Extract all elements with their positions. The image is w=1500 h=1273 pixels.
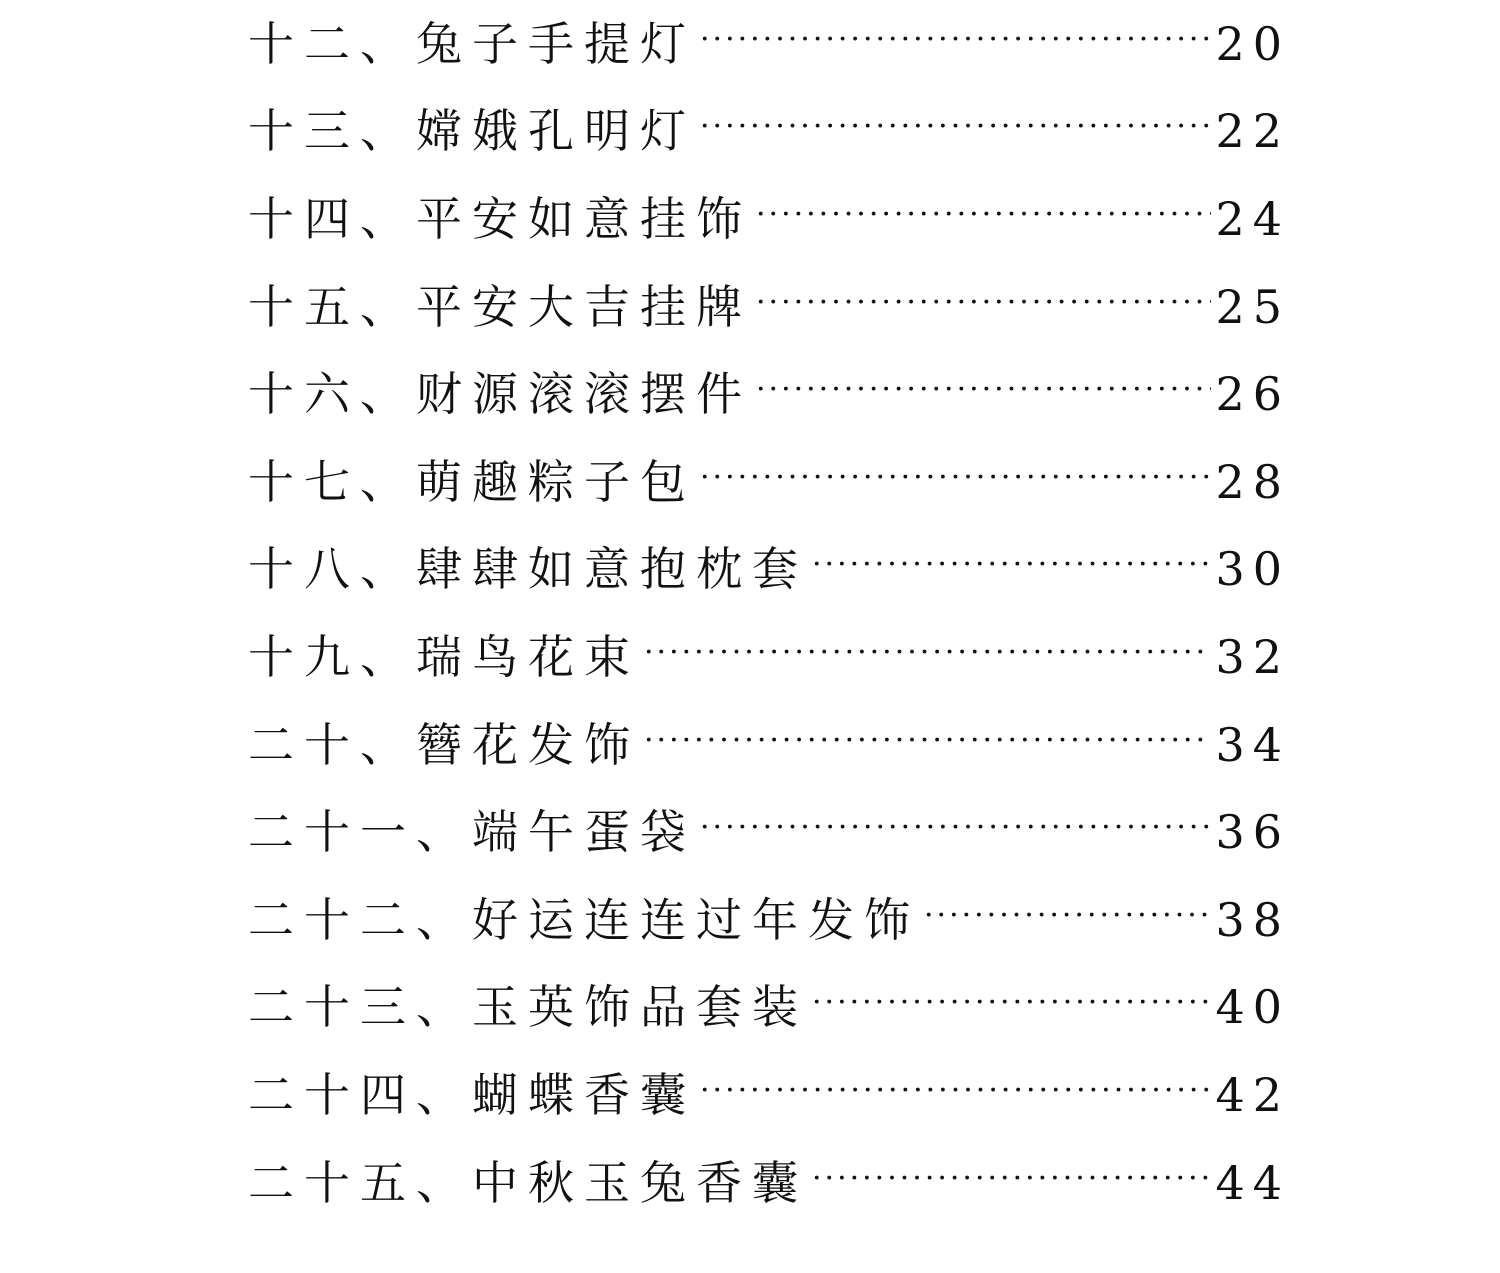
dot-leader bbox=[700, 25, 1211, 55]
toc-entry-number: 十九、 bbox=[248, 629, 416, 684]
toc-entry-title: 好运连连过年发饰 bbox=[472, 892, 920, 947]
toc-entry-title: 中秋玉兔香囊 bbox=[472, 1155, 808, 1210]
toc-entry[interactable] bbox=[248, 175, 1290, 263]
toc-entry-number: 十三、 bbox=[248, 104, 416, 159]
toc-entry-title: 平安如意挂饰 bbox=[416, 191, 752, 246]
toc-entry[interactable] bbox=[248, 1139, 1290, 1227]
toc-entry-number: 二十四、 bbox=[248, 1067, 472, 1122]
toc-entry-page: 32 bbox=[1215, 629, 1290, 684]
dot-leader bbox=[644, 638, 1211, 668]
toc-entry-title: 萌趣粽子包 bbox=[416, 454, 696, 509]
table-of-contents bbox=[248, 0, 1290, 1226]
toc-entry-number: 二十三、 bbox=[248, 980, 472, 1035]
dot-leader bbox=[812, 988, 1211, 1018]
dot-leader bbox=[756, 375, 1211, 405]
toc-entry-page: 38 bbox=[1215, 892, 1290, 947]
toc-entry[interactable] bbox=[248, 350, 1290, 438]
toc-entry-title: 端午蛋袋 bbox=[472, 805, 696, 860]
toc-entry-title: 嫦娥孔明灯 bbox=[416, 104, 696, 159]
toc-entry[interactable] bbox=[248, 701, 1290, 789]
toc-entry-title: 平安大吉挂牌 bbox=[416, 279, 752, 334]
toc-entry[interactable] bbox=[248, 0, 1290, 88]
toc-entry-number: 二十一、 bbox=[248, 805, 472, 860]
toc-entry[interactable] bbox=[248, 438, 1290, 526]
toc-entry[interactable] bbox=[248, 1051, 1290, 1139]
toc-entry-title: 瑞鸟花束 bbox=[416, 629, 640, 684]
dot-leader bbox=[700, 813, 1211, 843]
toc-entry-number: 二十、 bbox=[248, 717, 416, 772]
toc-entry-title: 兔子手提灯 bbox=[416, 16, 696, 71]
toc-entry-page: 40 bbox=[1215, 980, 1290, 1035]
toc-entry-title: 蝴蝶香囊 bbox=[472, 1067, 696, 1122]
toc-entry-page: 36 bbox=[1215, 805, 1290, 860]
dot-leader bbox=[924, 901, 1211, 931]
dot-leader bbox=[700, 112, 1211, 142]
toc-entry-title: 簪花发饰 bbox=[416, 717, 640, 772]
toc-entry[interactable] bbox=[248, 964, 1290, 1052]
dot-leader bbox=[756, 288, 1211, 318]
toc-entry-page: 24 bbox=[1215, 191, 1290, 246]
toc-entry-title: 玉英饰品套装 bbox=[472, 980, 808, 1035]
dot-leader bbox=[644, 726, 1211, 756]
toc-entry-number: 十八、 bbox=[248, 542, 416, 597]
toc-entry-page: 26 bbox=[1215, 367, 1290, 422]
toc-entry-number: 十四、 bbox=[248, 191, 416, 246]
toc-entry-number: 十二、 bbox=[248, 16, 416, 71]
toc-entry-number: 十七、 bbox=[248, 454, 416, 509]
toc-entry-number: 十六、 bbox=[248, 367, 416, 422]
toc-entry-page: 42 bbox=[1215, 1067, 1290, 1122]
toc-entry-page: 22 bbox=[1215, 104, 1290, 159]
toc-entry[interactable] bbox=[248, 876, 1290, 964]
toc-entry-title: 肆肆如意抱枕套 bbox=[416, 542, 808, 597]
dot-leader bbox=[700, 1076, 1211, 1106]
toc-entry-page: 25 bbox=[1215, 279, 1290, 334]
dot-leader bbox=[812, 550, 1211, 580]
toc-entry[interactable] bbox=[248, 788, 1290, 876]
toc-entry[interactable] bbox=[248, 613, 1290, 701]
toc-entry[interactable] bbox=[248, 263, 1290, 351]
toc-entry-number: 二十二、 bbox=[248, 892, 472, 947]
toc-entry-page: 28 bbox=[1215, 454, 1290, 509]
toc-entry-page: 34 bbox=[1215, 717, 1290, 772]
toc-entry-number: 二十五、 bbox=[248, 1155, 472, 1210]
toc-entry-page: 20 bbox=[1215, 16, 1290, 71]
dot-leader bbox=[756, 200, 1211, 230]
toc-entry-page: 30 bbox=[1215, 542, 1290, 597]
toc-entry[interactable] bbox=[248, 88, 1290, 176]
toc-entry-number: 十五、 bbox=[248, 279, 416, 334]
dot-leader bbox=[700, 463, 1211, 493]
toc-entry-page: 44 bbox=[1215, 1155, 1290, 1210]
dot-leader bbox=[812, 1164, 1211, 1194]
toc-entry[interactable] bbox=[248, 526, 1290, 614]
toc-entry-title: 财源滚滚摆件 bbox=[416, 367, 752, 422]
